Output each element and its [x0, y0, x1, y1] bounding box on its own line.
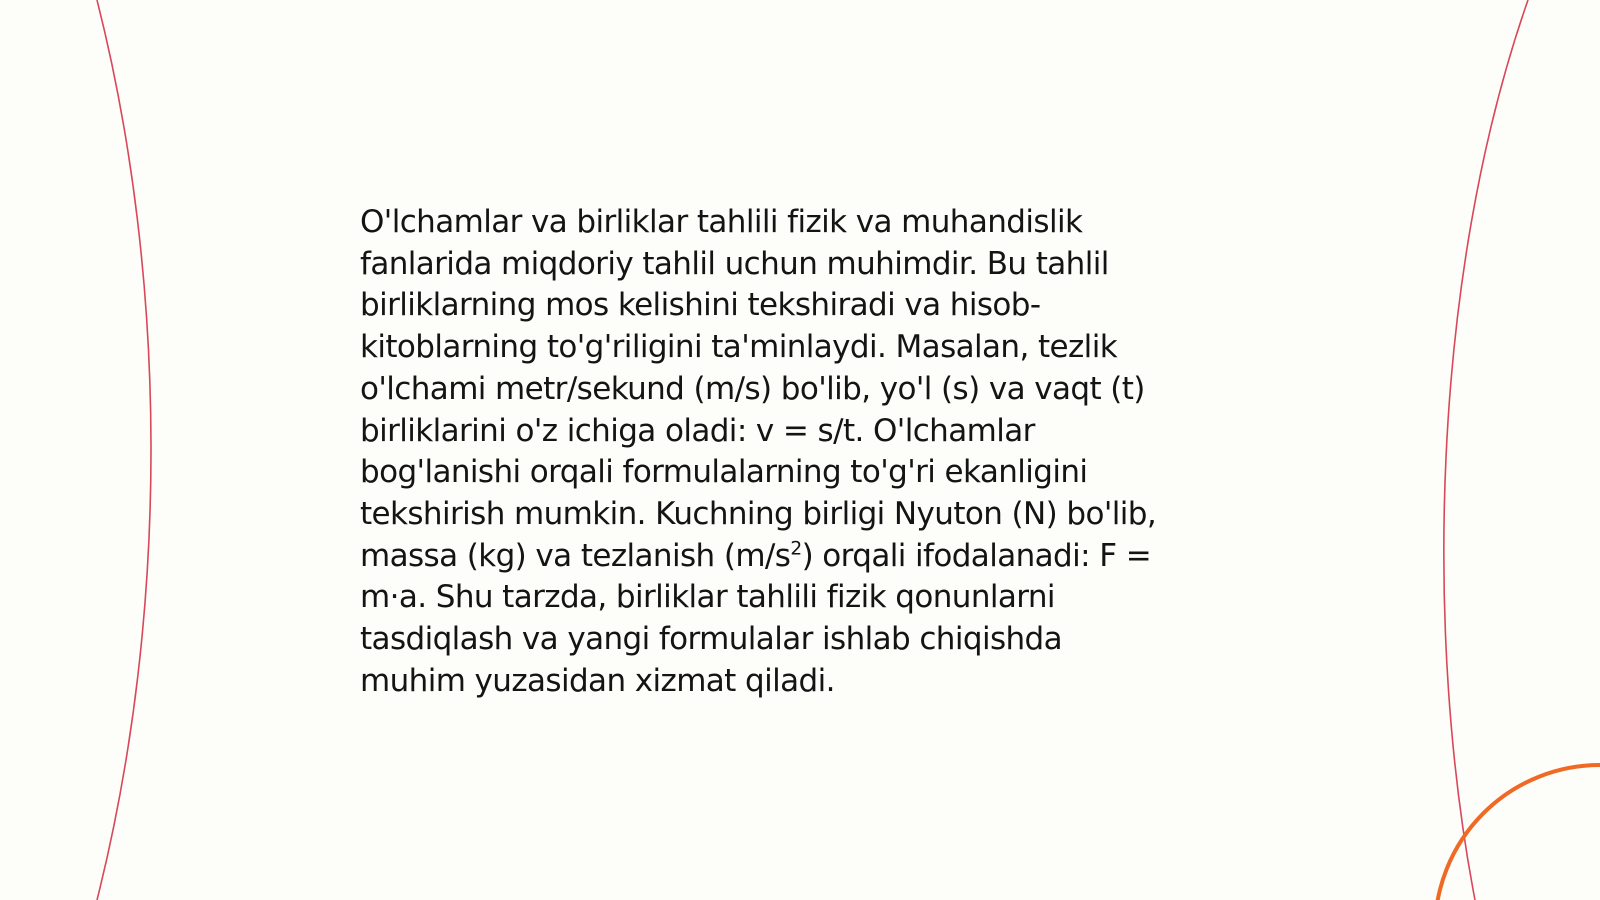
paragraph-line: tekshirish mumkin. Kuchning birligi Nyuton (N) bo'lib,: [360, 495, 1157, 532]
line-text-before: massa (kg) va tezlanish (m/s: [360, 537, 791, 574]
orange-circle-arc: [1435, 765, 1600, 900]
paragraph-line-with-superscript: [360, 536, 1240, 578]
superscript-two: 2: [790, 538, 802, 560]
paragraph-line: O'lchamlar va birliklar tahlili fizik va muhandislik: [360, 204, 1083, 240]
paragraph-line: muhim yuzasidan xizmat qiladi.: [360, 662, 835, 699]
right-curved-line: [1444, 0, 1528, 900]
paragraph-line: fanlarida miqdoriy tahlil uchun muhimdir. Bu tahlil: [360, 245, 1109, 282]
paragraph-line: birliklarning mos kelishini tekshiradi va hisob-: [360, 287, 1041, 324]
left-curved-line: [97, 0, 151, 900]
paragraph-line: o'lchami metr/sekund (m/s) bo'lib, yo'l (s) va vaqt (t): [360, 370, 1145, 407]
body-paragraph: [360, 202, 1240, 702]
paragraph-line: bog'lanishi orqali formulalarning to'g'ri ekanligini: [360, 454, 1088, 491]
paragraph-line: birliklarini o'z ichiga oladi: v = s/t. O'lchamlar: [360, 412, 1035, 449]
paragraph-line: kitoblarning to'g'riligini ta'minlaydi. Masalan, tezlik: [360, 329, 1118, 366]
paragraph-line: m·a. Shu tarzda, birliklar tahlili fizik qonunlarni: [360, 579, 1055, 616]
paragraph-line: tasdiqlash va yangi formulalar ishlab chiqishda: [360, 621, 1063, 658]
line-text-after: ) orqali ifodalanadi: F =: [801, 537, 1152, 574]
